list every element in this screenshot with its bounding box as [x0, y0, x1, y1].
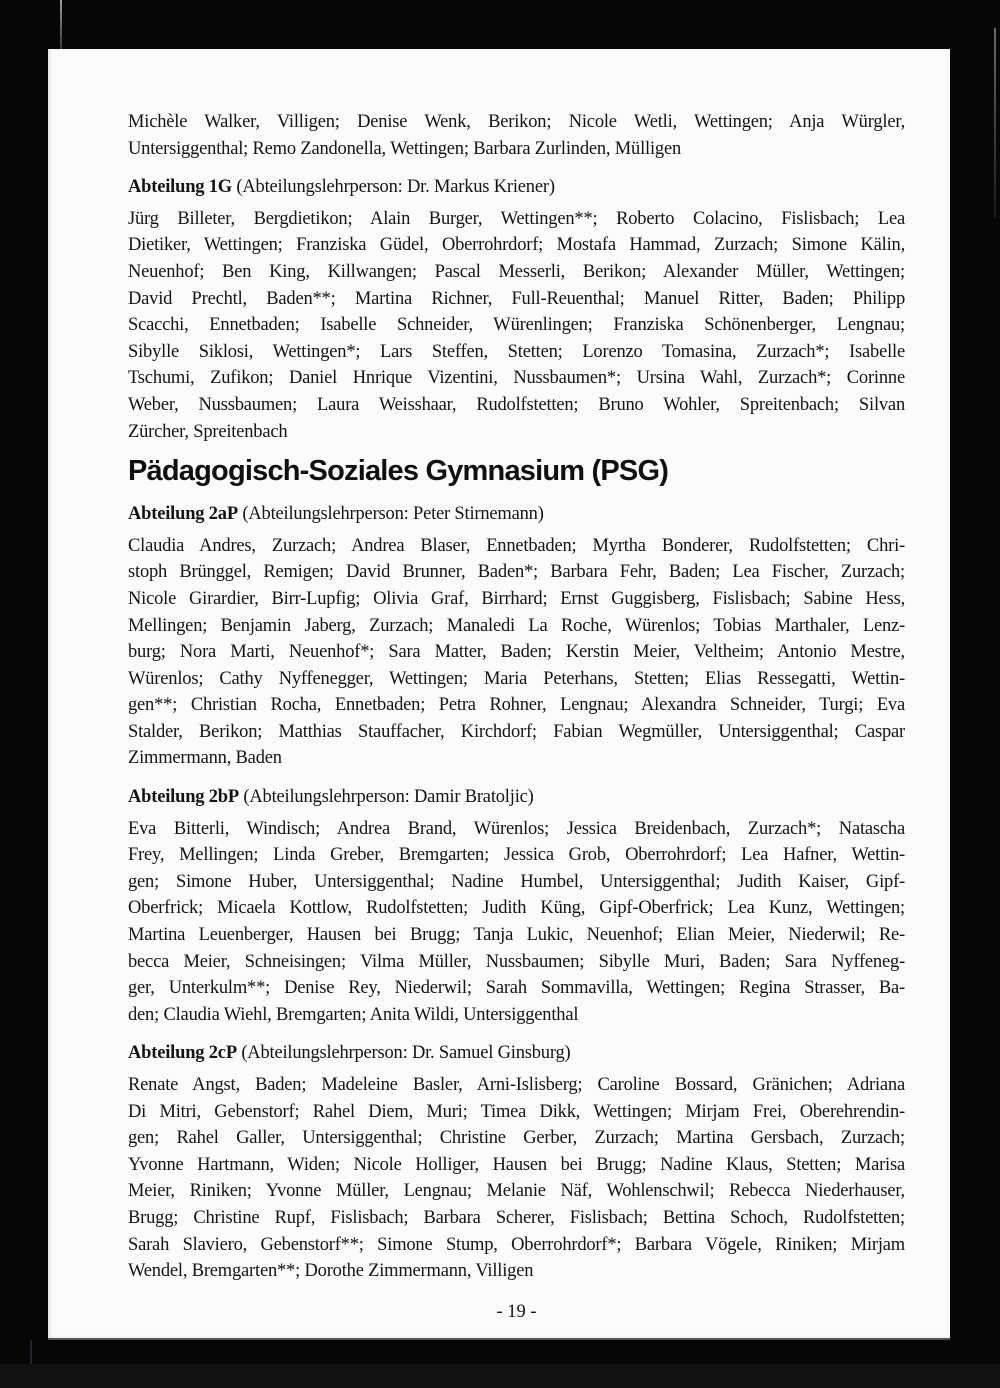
section-label-2ap: Abteilung 2aP [128, 504, 238, 525]
text-line: gen; Rahel Galler, Untersiggenthal; Christine Gerber, Zurzach; Martina Gersbach, Zurzach; [128, 1128, 905, 1149]
text-line: Weber, Nussbaumen; Laura Weisshaar, Rudolfstetten; Bruno Wohler, Spreitenbach; Silvan [128, 394, 905, 415]
text-line: Mellingen; Benjamin Jaberg, Zurzach; Manaledi La Roche, Würenlos; Tobias Marthaler, Lenz- [128, 615, 905, 636]
text-line: Würenlos; Cathy Nyffenegger, Wettingen; Maria Peterhans, Stetten; Elias Ressegatti, Wettin- [128, 668, 905, 689]
text-line: ger, Unterkulm**; Denise Rey, Niederwil; Sarah Sommavilla, Wettingen; Regina Strasser, Ba- [128, 978, 905, 999]
class-list-2bp [128, 816, 905, 1029]
text-line: gen**; Christian Rocha, Ennetbaden; Petra Rohner, Lengnau; Alexandra Schneider, Turgi; Eva [128, 695, 905, 716]
text-line: Sarah Slaviero, Gebenstorf**; Simone Stump, Oberrohrdorf*; Barbara Vögele, Riniken; Mirjam [128, 1234, 905, 1255]
class-list-1g [128, 206, 905, 445]
text-line: Neuenhof; Ben King, Killwangen; Pascal Messerli, Berikon; Alexander Müller, Wettingen; [128, 261, 905, 282]
section-heading-2bp [128, 784, 905, 811]
text-line: Nicole Girardier, Birr-Lupfig; Olivia Graf, Birrhard; Ernst Guggisberg, Fislisbach; Sabine Hess, [128, 588, 905, 609]
text-line: Brugg; Christine Rupf, Fislisbach; Barbara Scherer, Fislisbach; Bettina Schoch, Rudolfstetten; [128, 1207, 905, 1228]
text-line: burg; Nora Marti, Neuenhof*; Sara Matter, Baden; Kerstin Meier, Veltheim; Antonio Mestre, [128, 642, 905, 663]
section-teacher-1g: (Abteilungslehrperson: Dr. Markus Kriener) [232, 177, 555, 198]
section-teacher-2cp: (Abteilungslehrperson: Dr. Samuel Ginsburg) [236, 1043, 571, 1064]
text-line: Zimmermann, Baden [128, 748, 282, 769]
text-line: Stalder, Berikon; Matthias Stauffacher, Kirchdorf; Fabian Wegmüller, Untersiggenthal; Caspar [128, 721, 905, 742]
text-line: becca Meier, Schneisingen; Vilma Müller, Nussbaumen; Sibylle Muri, Baden; Sara Nyffeneg- [128, 951, 905, 972]
scan-artifact-bottom-line [30, 1340, 32, 1388]
section-teacher-2ap: (Abteilungslehrperson: Peter Stirnemann) [237, 504, 544, 525]
page-number: - 19 - [496, 1301, 537, 1322]
text-line: Wendel, Bremgarten**; Dorothe Zimmermann, Villigen [128, 1261, 534, 1282]
text-line: Yvonne Hartmann, Widen; Nicole Holliger, Hausen bei Brugg; Nadine Klaus, Stetten; Marisa [128, 1154, 905, 1175]
text-line: David Prechtl, Baden**; Martina Richner, Full-Reuenthal; Manuel Ritter, Baden; Philipp [128, 288, 905, 309]
scan-artifact-top-line [60, 0, 62, 49]
text-line: Untersiggenthal; Remo Zandonella, Wettingen; Barbara Zurlinden, Mülligen [128, 138, 682, 159]
text-line: Michèle Walker, Villigen; Denise Wenk, Berikon; Nicole Wetli, Wettingen; Anja Würgler, [128, 112, 905, 132]
section-label-1g: Abteilung 1G [128, 177, 232, 198]
text-line: Claudia Andres, Zurzach; Andrea Blaser, Ennetbaden; Myrtha Bonderer, Rudolfstetten; Chri- [128, 535, 905, 556]
text-line: Renate Angst, Baden; Madeleine Basler, Arni-Islisberg; Caroline Bossard, Gränichen; Adriana [128, 1075, 905, 1095]
text-line: Dietiker, Wettingen; Franziska Güdel, Oberrohrdorf; Mostafa Hammad, Zurzach; Simone Kälin, [128, 235, 905, 256]
section-label-2bp: Abteilung 2bP [128, 787, 239, 808]
chapter-heading-psg: Pädagogisch-Soziales Gymnasium (PSG) [128, 455, 669, 488]
text-line: Tschumi, Zufikon; Daniel Hnrique Vizentini, Nussbaumen*; Ursina Wahl, Zurzach*; Corinne [128, 368, 905, 389]
text-line: gen; Simone Huber, Untersiggenthal; Nadine Humbel, Untersiggenthal; Judith Kaiser, Gipf- [128, 871, 905, 892]
text-line: Sibylle Siklosi, Wettingen*; Lars Steffen, Stetten; Lorenzo Tomasina, Zurzach*; Isabelle [128, 341, 905, 362]
text-line: Martina Leuenberger, Hausen bei Brugg; Tanja Lukic, Neuenhof; Elian Meier, Niederwil; Re- [128, 925, 905, 946]
text-line: Eva Bitterli, Windisch; Andrea Brand, Würenlos; Jessica Breidenbach, Zurzach*; Natascha [128, 818, 905, 839]
text-line: Zürcher, Spreitenbach [128, 421, 288, 442]
class-list-2ap [128, 533, 905, 772]
text-line: Frey, Mellingen; Linda Greber, Bremgarten; Jessica Grob, Oberrohrdorf; Lea Hafner, Wettin- [128, 845, 905, 866]
intro-paragraph [128, 109, 905, 162]
document-page [48, 49, 950, 1338]
text-line: Jürg Billeter, Bergdietikon; Alain Burger, Wettingen**; Roberto Colacino, Fislisbach; Lea [128, 208, 905, 229]
section-label-2cp: Abteilung 2cP [128, 1043, 237, 1064]
section-heading-2cp [128, 1040, 905, 1067]
section-teacher-2bp: (Abteilungslehrperson: Damir Bratoljic) [239, 787, 534, 808]
text-line: den; Claudia Wiehl, Bremgarten; Anita Wildi, Untersiggenthal [128, 1004, 579, 1025]
scan-artifact-right-line [994, 28, 996, 218]
class-list-2cp [128, 1072, 905, 1285]
text-line: Meier, Riniken; Yvonne Müller, Lengnau; Melanie Näf, Wohlenschwil; Rebecca Niederhauser, [128, 1181, 905, 1202]
section-heading-1g [128, 174, 905, 201]
text-line: stoph Brünggel, Remigen; David Brunner, Baden*; Barbara Fehr, Baden; Lea Fischer, Zurzach; [128, 562, 905, 583]
text-line: Scacchi, Ennetbaden; Isabelle Schneider, Würenlingen; Franziska Schönenberger, Lengnau; [128, 315, 905, 336]
text-line: Oberfrick; Micaela Kottlow, Rudolfstetten; Judith Küng, Gipf-Oberfrick; Lea Kunz, Wettingen; [128, 898, 905, 919]
section-heading-2ap [128, 501, 905, 528]
text-line: Di Mitri, Gebenstorf; Rahel Diem, Muri; Timea Dikk, Wettingen; Mirjam Frei, Oberehrendin- [128, 1101, 905, 1122]
scan-artifact-bottom-band [0, 1364, 1000, 1388]
